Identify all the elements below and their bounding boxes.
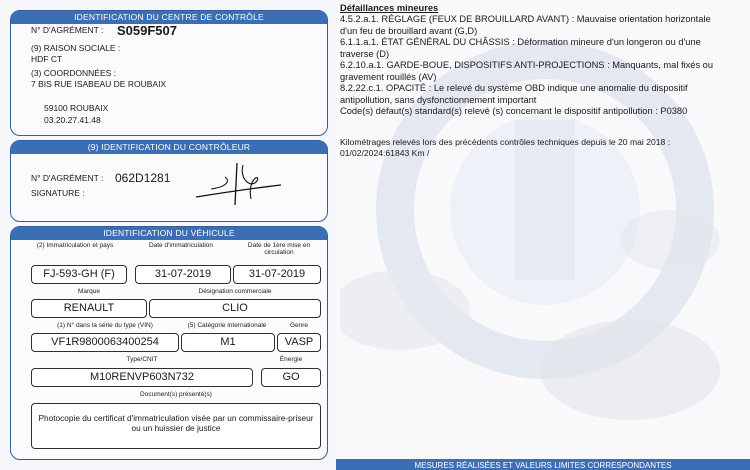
immat-value: FJ-593-GH (F) <box>31 265 127 284</box>
defaillance-line: gravement rouillés (AV) <box>340 71 437 82</box>
date-immat-label: Date d'immatriculation <box>148 242 214 249</box>
defaillance-line: 6.1.1.a.1. ÉTAT GÉNÉRAL DU CHÂSSIS : Déformation mineure d'un longeron ou d'une <box>340 37 701 47</box>
marque-label: Marque <box>77 288 101 295</box>
type-cnit-label: Type/CNIT <box>126 356 158 363</box>
defaillance-line: d'un feu de brouillard avant (G,D) <box>340 25 478 36</box>
coordonnees-label: (3) COORDONNÉES : <box>31 68 117 78</box>
signature-scribble <box>191 159 291 209</box>
documents-value <box>31 403 321 449</box>
defaillance-line: traverse (D) <box>340 48 390 59</box>
defaillance-line: 8.2.22.c.1. OPACITÉ : Le relevé du système OBD indique une anomalie du dispositif <box>340 83 688 93</box>
vehicule-panel <box>10 226 328 460</box>
centre-phone: 03.20.27.41.48 <box>44 115 101 125</box>
defaillances-list <box>340 14 713 118</box>
type-cnit-value: M10RENVP603N732 <box>31 368 253 387</box>
raison-sociale-label: (9) RAISON SOCIALE : <box>31 43 121 53</box>
raison-sociale-value: HDF CT <box>31 54 63 64</box>
address-line2: 59100 ROUBAIX <box>44 103 109 113</box>
defaillance-line: 4.5.2.a.1. RÉGLAGE (FEUX DE BROUILLARD AVANT) : Mauvaise orientation horizontale <box>340 14 711 24</box>
defaillances-title: Défaillances mineures <box>340 3 439 13</box>
energie-label: Énergie <box>279 356 303 363</box>
immat-label: (2) Immatriculation et pays <box>36 242 114 249</box>
date-first-label: Date de 1ère mise en circulation <box>247 242 311 256</box>
signature-label: SIGNATURE : <box>31 188 85 198</box>
centre-panel <box>10 10 328 136</box>
documents-line2: ou un huissier de justice <box>131 423 221 433</box>
centre-agrement-label: N° D'AGRÉMENT : <box>31 25 104 35</box>
date-first-value: 31-07-2019 <box>233 265 321 284</box>
genre-value: VASP <box>277 333 321 352</box>
vehicule-panel-header: IDENTIFICATION DU VÉHICULE <box>11 227 327 240</box>
controleur-panel <box>10 140 328 222</box>
controleur-agrement-value: 062D1281 <box>115 171 171 185</box>
defaillance-line: antipollution, sans dysfonctionnement important <box>340 94 537 105</box>
designation-label: Désignation commerciale <box>198 288 272 295</box>
documents-label: Document(s) présenté(s) <box>140 391 212 398</box>
centre-agrement-value: S059F507 <box>117 23 177 38</box>
vin-label: (1) N° dans la série du type (VIN) <box>57 322 153 329</box>
energie-value: GO <box>261 368 321 387</box>
vin-value: VF1R9800063400254 <box>31 333 179 352</box>
marque-value: RENAULT <box>31 299 147 318</box>
mesures-header-band: MESURES RÉALISÉES ET VALEURS LIMITES CORRESPONDANTES <box>336 459 750 470</box>
controleur-panel-header: (9) IDENTIFICATION DU CONTRÔLEUR <box>11 141 327 154</box>
defaillance-line: 6.2.10.a.1. GARDE-BOUE, DISPOSITIFS ANTI-PROJECTIONS : Manquants, mal fixés ou <box>340 60 714 70</box>
kilometrage-block <box>340 137 670 159</box>
centre-panel-header: IDENTIFICATION DU CENTRE DE CONTRÔLE <box>11 11 327 24</box>
kilometrage-line2: 01/02/2024:61843 Km / <box>340 148 430 158</box>
kilometrage-line1: Kilométrages relevés lors des précédents contrôles techniques depuis le 20 mai 2018 : <box>340 137 671 147</box>
date-immat-value: 31-07-2019 <box>135 265 231 284</box>
categorie-label: (5) Catégorie internationale <box>187 322 267 329</box>
controleur-agrement-label: N° D'AGRÉMENT : <box>31 173 104 183</box>
defaillance-line: Code(s) défaut(s) standard(s) relevé (s) concernant le dispositif antipollution : P0380 <box>340 106 688 116</box>
designation-value: CLIO <box>149 299 321 318</box>
genre-label: Genre <box>289 322 309 329</box>
categorie-value: M1 <box>181 333 275 352</box>
documents-line1: Photocopie du certificat d'immatriculation visée par un commissaire-priseur <box>38 413 314 423</box>
address-line1: 7 BIS RUE ISABEAU DE ROUBAIX <box>31 79 167 89</box>
